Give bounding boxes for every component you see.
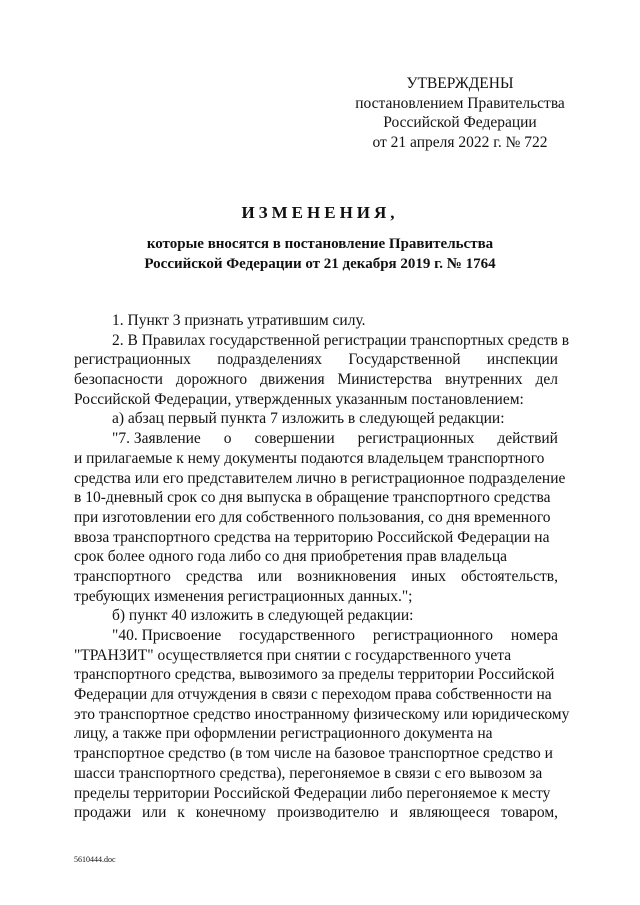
paragraph-line: а) абзац первый пункта 7 изложить в следующей редакции: (112, 410, 505, 428)
word: конечному (195, 804, 267, 822)
word: транспортного (74, 567, 171, 585)
word: производителю (277, 804, 379, 822)
justified-line (74, 626, 558, 646)
word: средства (185, 567, 243, 585)
paragraph-line: и прилагаемые к нему документы подаются владельцем транспортного (74, 449, 545, 467)
word: инспекции (486, 351, 558, 369)
word: дел (535, 371, 558, 389)
paragraph-line: ввоза транспортного средства на территорию Российской Федерации на (74, 528, 550, 546)
paragraph-line: это транспортное средство иностранному физическому или юридическому (74, 705, 570, 723)
file-reference: 5610444.doc (74, 855, 116, 864)
word: государственного (239, 627, 355, 644)
word: номера (510, 627, 558, 644)
word: безопасности (74, 371, 163, 389)
approval-line: постановлением Правительства (355, 94, 565, 112)
paragraph-line: транспортного средства, вывозимого за пределы территории Российской (74, 666, 555, 684)
word: действий (497, 430, 558, 448)
word: регистрационного (372, 627, 494, 644)
paragraph-line: шасси транспортного средства), перегоняемое в связи с его вывозом за (74, 764, 543, 782)
word: регистрационных (357, 430, 475, 448)
word: иных (411, 567, 446, 585)
approval-heading: УТВЕРЖДЕНЫ (406, 75, 514, 92)
paragraph-line: б) пункт 40 изложить в следующей редакции: (112, 607, 414, 625)
document-body (74, 311, 570, 823)
paragraph-line: лицу, а также при оформлении регистрационного документа на (74, 725, 493, 743)
paragraph-line: в 10-дневный срок со дня выпуска в обращение транспортного средства (74, 489, 551, 507)
word: "40. Присвоение (112, 627, 222, 644)
paragraph-line: 1. Пункт 3 признать утратившим силу. (112, 312, 366, 329)
paragraph-line: требующих изменения регистрационных данных."; (74, 587, 413, 605)
word: товаром, (500, 804, 558, 822)
document-subtitle (0, 234, 640, 274)
justified-line (74, 350, 558, 370)
word: Государственной (348, 351, 461, 369)
word: продажи (74, 804, 132, 822)
paragraph-line: транспортное средство (в том числе на базовое транспортное средство и (74, 745, 553, 763)
paragraph-line: "ТРАНЗИТ" осуществляется при снятии с государственного учета (74, 646, 512, 664)
word: движения (259, 371, 325, 389)
word: или (257, 567, 283, 585)
paragraph-line: пределы территории Российской Федерации либо перегоняемое к месту (74, 784, 551, 802)
word: о (223, 430, 232, 448)
paragraph-line: 2. В Правилах государственной регистрации транспортных средств в (112, 331, 570, 349)
paragraph-line: при изготовлении его для собственного пользования, со дня временного (74, 508, 551, 526)
paragraph-line: Федерации для отчуждения в связи с переходом права собственности на (74, 686, 552, 704)
approval-line: Российской Федерации (383, 114, 537, 131)
word: дорожного (175, 371, 248, 389)
word: к (177, 804, 185, 822)
approval-stamp (340, 74, 580, 152)
word: являющееся (409, 804, 490, 822)
paragraph-line: срок более одного года либо со дня приобретения прав владельца (74, 548, 508, 566)
word: "7. Заявление (112, 430, 201, 448)
word: подразделениях (217, 351, 323, 369)
word: возникновения (297, 567, 397, 585)
justified-line (74, 429, 558, 449)
subtitle-line: Российской Федерации от 21 декабря 2019 г. № 1764 (144, 256, 496, 272)
word: внутренних (444, 371, 523, 389)
justified-line (74, 567, 558, 587)
paragraph-line: средства или его представителем лично в регистрационное подразделение (74, 469, 566, 487)
word: обстоятельств, (461, 567, 558, 585)
document-title: ИЗМЕНЕНИЯ, (241, 203, 399, 222)
justified-line (74, 803, 558, 823)
subtitle-line: которые вносятся в постановление Правительства (146, 236, 494, 252)
word: совершении (254, 430, 335, 448)
word: или (142, 804, 167, 822)
word: Министерства (337, 371, 433, 389)
word: регистрационных (74, 351, 191, 369)
approval-date-number: от 21 апреля 2022 г. № 722 (372, 133, 548, 151)
word: и (389, 804, 399, 822)
paragraph-line: Российской Федерации, утвержденных указанным постановлением: (74, 390, 524, 408)
justified-line (74, 370, 558, 390)
